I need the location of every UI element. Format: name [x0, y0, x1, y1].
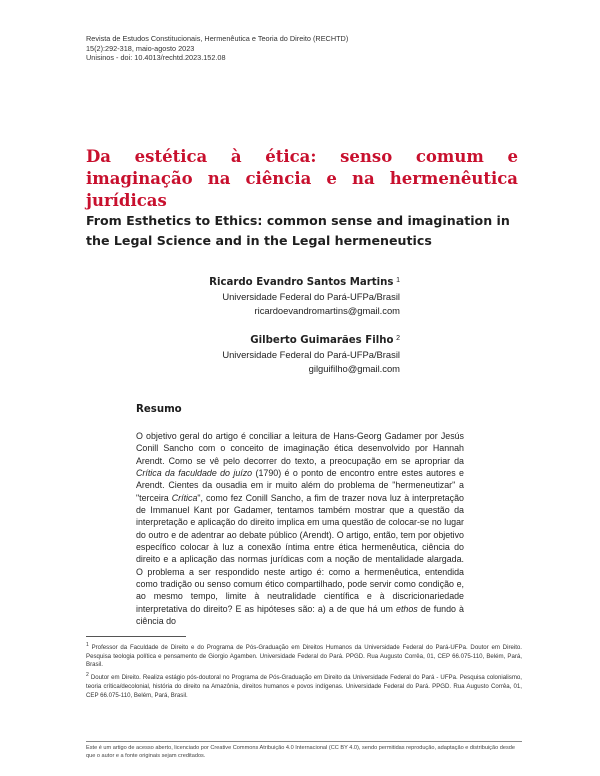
license-text: Este é um artigo de acesso aberto, licenciado por Creative Commons Atribuição 4.0 Internacional (CC BY 4.0), sendo permitidas reprodução, adaptação e distribuição desde que o autor e a fonte originais sejam creditados. [86, 745, 515, 759]
abstract-italic: Crítica da faculdade do juízo [136, 468, 253, 479]
author-affiliation: Universidade Federal do Pará-UFPa/Brasil [222, 291, 400, 302]
abstract-text-part: O objetivo geral do artigo é conciliar a leitura de Hans-Georg Gadamer por Jesús Conill Sancho com o conceito de imaginação ética desenvolvido por Hannah Arendt. Como se vê pelo decorrer do texto, a preocupação em se apropriar da [136, 431, 464, 466]
journal-issue: 15(2):292-318, maio-agosto 2023 [86, 43, 195, 53]
author-name: Ricardo Evandro Santos Martins [209, 277, 394, 288]
abstract-italic: ethos [396, 603, 418, 614]
article-title-en: From Esthetics to Ethics: common sense and imagination in the Legal Science and in the Legal hermeneutics [86, 213, 510, 248]
footnote-1 [86, 641, 522, 670]
article-title-pt: Da estética à ética: senso comum e imaginação na ciência e na hermenêutica jurídicas [86, 147, 518, 210]
footnote-mark: 2 [86, 672, 89, 679]
journal-doi: Unisinos - doi: 10.4013/rechtd.2023.152.08 [86, 53, 226, 63]
footnote-mark: 1 [396, 277, 400, 284]
license-divider [86, 741, 522, 742]
abstract-text-part: (1790) é o ponto de encontro entre estes autores e Arendt. Cientes da ousadia em ir muito além do problema de "hermeneutizar" a "terceira [136, 468, 464, 503]
journal-name: Revista de Estudos Constitucionais, Hermenêutica e Teoria do Direito (RECHTD) [86, 34, 349, 43]
author-email: ricardoevandromartins@gmail.com [254, 305, 400, 316]
abstract-italic: Crítica [171, 492, 198, 503]
footnote-mark: 2 [396, 335, 400, 342]
footnote-text: Doutor em Direito. Realiza estágio pós-doutoral no Programa de Pós-Graduação em Direito da Universidade Federal do Pará - UFPa. Pesquisa colonialismo, teoria crítica/decolonial, história do direito na Amazônia, direitos humanos e povos indígenas. Universidade Federal do Pará. PPGD. Rua Augusto Corrêa, 01, CEP 66.075-110, Belém, Pará, Brasil. [86, 674, 522, 699]
footnote-mark: 1 [86, 642, 89, 648]
footnote-text: Professor da Faculdade de Direito e do Programa de Pós-Graduação em Direitos Humanos da Universidade Federal do Pará-UFPa. Doutor em Direito. Pesquisa teologia política e pensamento de Giorgio Agamben. Universidade Federal do Pará. PPGD. Rua Augusto Corrêa, 01, CEP 66.075-110, Belém, Pará, Brasil. [86, 644, 522, 669]
author-block-2 [200, 332, 400, 376]
author-affiliation: Universidade Federal do Pará-UFPa/Brasil [222, 349, 400, 360]
abstract-text [136, 430, 464, 627]
author-block-1 [200, 274, 400, 318]
footnote-divider [86, 636, 186, 637]
author-name: Gilberto Guimarães Filho [250, 335, 394, 346]
abstract-text-part: ", como fez Conill Sancho, a fim de trazer nova luz à interpretação de Immanuel Kant por Gadamer, tentamos também mostrar que a questão da interpretação e aplicação do direito implica em uma questão de colocar-se no lugar do outro e de adentrar ao debate público (Arendt). O artigo, então, tem por objetivo específico colocar à luz a conexão íntima entre ética hermenêutica, ciência do direito e a aplicação das normas jurídicas com a noção de mentalidade alargada. O problema a ser respondido neste artigo é: como a hermenêutica, entendida como tradição ou senso comum ético compartilhado, pode servir como condição e, ao mesmo tempo, limite à neutralidade científica e à discricionariedade interpretativa do direito? E as hipóteses são: a) a de que há um [136, 492, 464, 614]
author-email: gilguifilho@gmail.com [308, 363, 400, 374]
abstract-heading: Resumo [136, 404, 182, 415]
footnote-2 [86, 671, 522, 700]
abstract-text-part: de fundo à ciência do [136, 603, 464, 627]
footnotes [86, 641, 522, 701]
journal-header [86, 34, 348, 63]
